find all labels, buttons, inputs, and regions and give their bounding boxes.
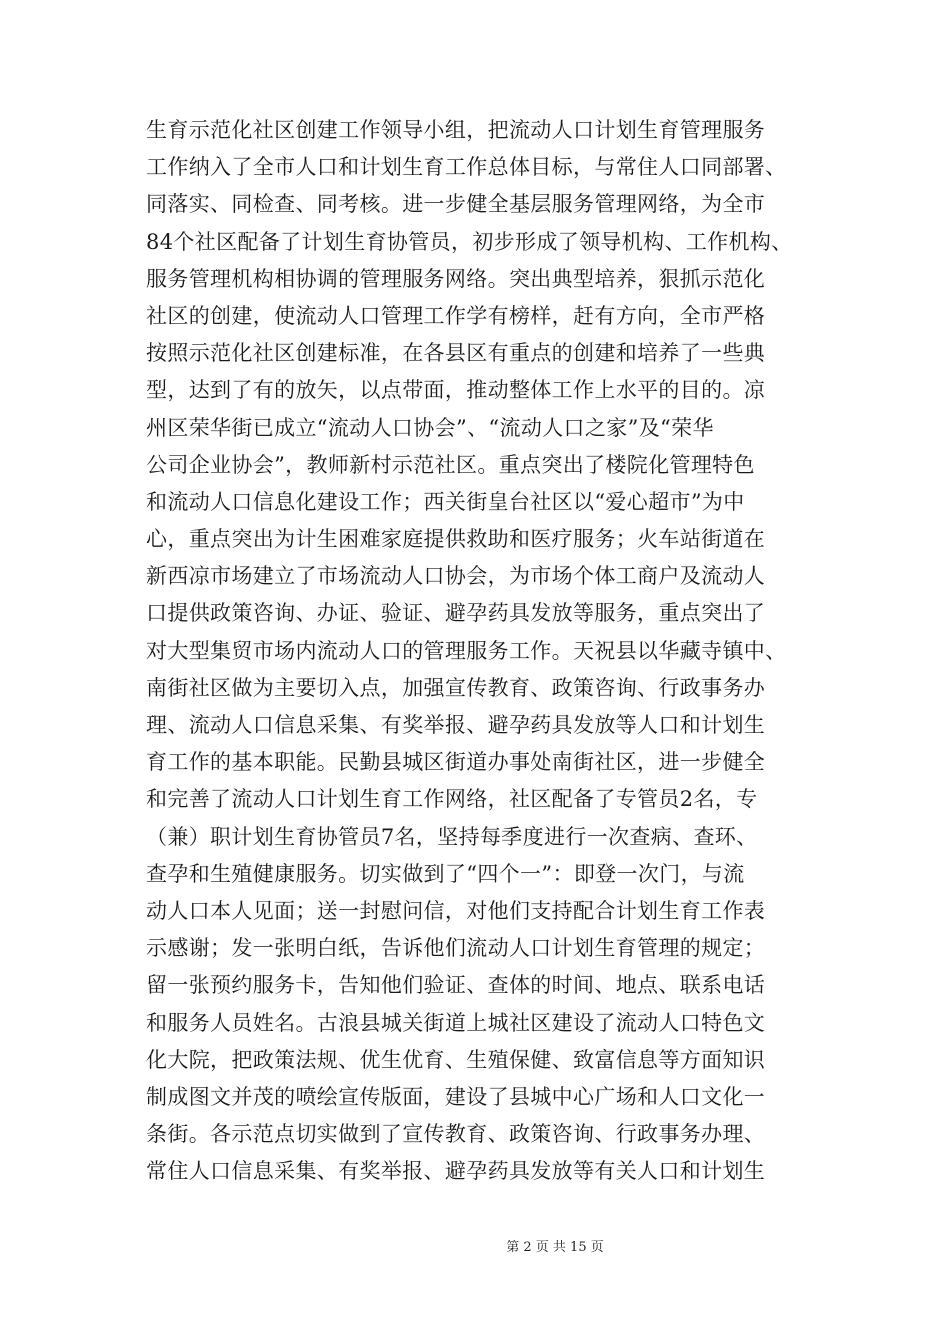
text-line: 州区荣华街已成立“流动人口协会”、“流动人口之家”及“荣华 <box>146 415 714 440</box>
text-line: 育工作的基本职能。民勤县城区街道办事处南街社区，进一步健全 <box>146 750 766 775</box>
page-number-footer: 第 2 页 共 15 页 <box>506 1240 604 1255</box>
text-line: 同落实、同检查、同考核。进一步健全基层服务管理网络，为全市 <box>146 192 766 217</box>
text-line: 留一张预约服务卡，告知他们验证、查体的时间、地点、联系电话 <box>146 973 766 998</box>
text-line: 心，重点突出为计生困难家庭提供救助和医疗服务；火车站街道在 <box>146 527 766 552</box>
text-line: （兼）职计划生育协管员7名，坚持每季度进行一次查病、查环、 <box>146 824 758 849</box>
text-line: 服务管理机构相协调的管理服务网络。突出典型培养，狠抓示范化 <box>146 266 766 291</box>
text-line: 理、流动人口信息采集、有奖举报、避孕药具发放等人口和计划生 <box>146 713 766 737</box>
text-line: 口提供政策咨询、办证、验证、避孕药具发放等服务，重点突出了 <box>146 601 766 626</box>
text-line: 制成图文并茂的喷绘宣传版面，建设了县城中心广场和人口文化一 <box>146 1084 766 1109</box>
text-line: 84个社区配备了计划生育协管员，初步形成了领导机构、工作机构、 <box>146 229 793 254</box>
text-line: 动人口本人见面；送一封慰问信，对他们支持配合计划生育工作表 <box>146 898 766 923</box>
text-line: 和完善了流动人口计划生育工作网络，社区配备了专管员2名，专 <box>146 787 758 812</box>
text-line: 查孕和生殖健康服务。切实做到了“四个一”：即登一次门，与流 <box>146 861 745 886</box>
text-line: 生育示范化社区创建工作领导小组，把流动人口计划生育管理服务 <box>146 118 766 142</box>
body-text <box>146 112 816 1190</box>
text-line: 工作纳入了全市人口和计划生育工作总体目标，与常住人口同部署、 <box>146 155 787 180</box>
text-line: 示感谢；发一张明白纸，告诉他们流动人口计划生育管理的规定； <box>146 936 766 961</box>
text-line: 常住人口信息采集、有奖举报、避孕药具发放等有关人口和计划生 <box>146 1159 766 1184</box>
text-line: 化大院，把政策法规、优生优育、生殖保健、致富信息等方面知识 <box>146 1047 766 1072</box>
text-line: 社区的创建，使流动人口管理工作学有榜样，赶有方向，全市严格 <box>146 303 766 328</box>
text-line: 对大型集贸市场内流动人口的管理服务工作。天祝县以华藏寺镇中、 <box>146 638 787 663</box>
text-line: 型，达到了有的放矢，以点带面，推动整体工作上水平的目的。凉 <box>146 378 766 403</box>
text-line: 和服务人员姓名。古浪县城关街道上城社区建设了流动人口特色文 <box>146 1010 766 1035</box>
text-line: 新西凉市场建立了市场流动人口协会，为市场个体工商户及流动人 <box>146 564 766 589</box>
text-line: 按照示范化社区创建标准，在各县区有重点的创建和培养了一些典 <box>146 341 766 366</box>
text-line: 南街社区做为主要切入点，加强宣传教育、政策咨询、行政事务办 <box>146 675 766 700</box>
text-line: 公司企业协会”，教师新村示范社区。重点突出了楼院化管理特色 <box>146 452 755 477</box>
text-line: 条街。各示范点切实做到了宣传教育、政策咨询、行政事务办理、 <box>146 1122 766 1147</box>
text-line: 和流动人口信息化建设工作；西关街皇台社区以“爱心超市”为中 <box>146 489 745 514</box>
